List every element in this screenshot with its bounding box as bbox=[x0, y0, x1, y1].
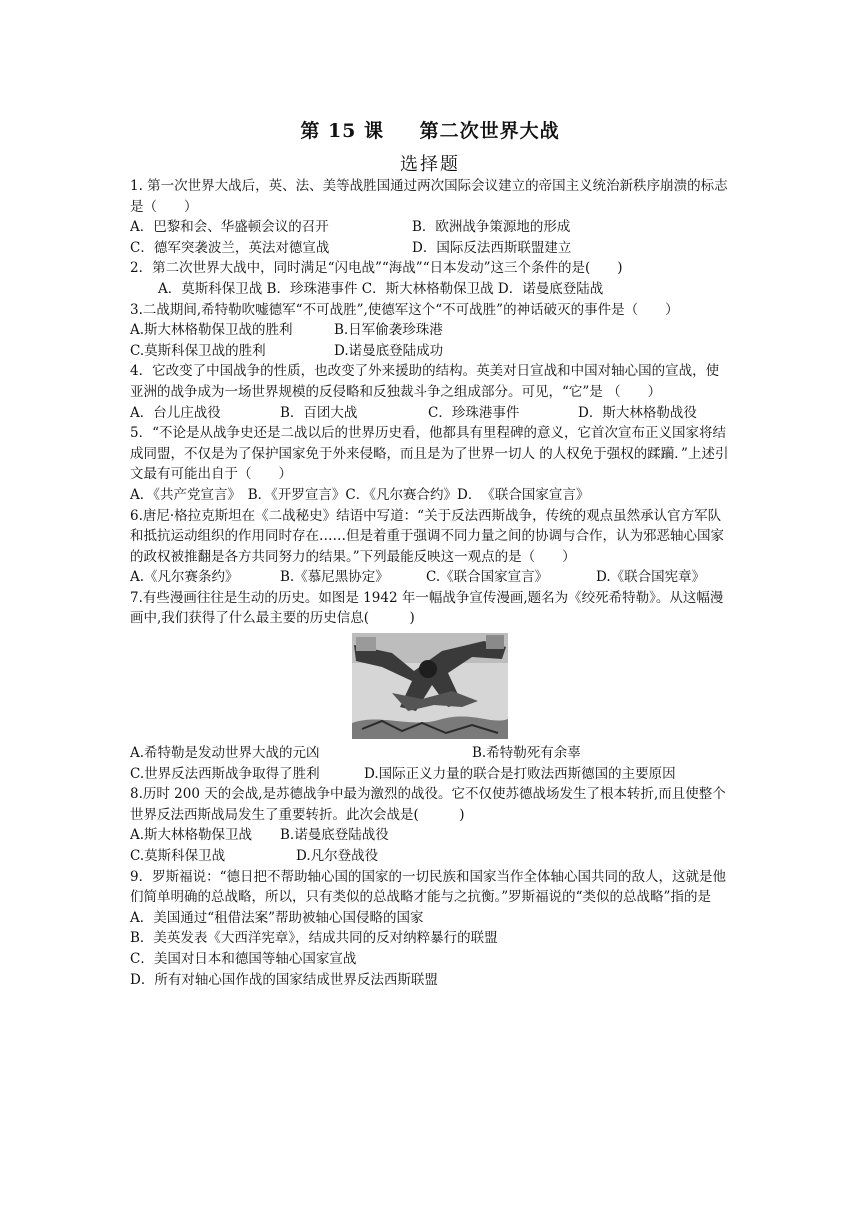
question-9-stem: 9．罗斯福说：“德日把不帮助轴心国的国家的一切民族和国家当作全体轴心国共同的敌人，这就是他们简单明确的总战略，所以，只有类似的总战略才能与之抗衡。”罗斯福说的“类似的总战略”指的是 bbox=[130, 868, 726, 906]
question-3-options-row-2 bbox=[130, 341, 730, 362]
question-4-option-c: C．珍珠港事件 bbox=[428, 404, 520, 421]
question-3-stem: 3.二战期间,希特勒吹嘘德军“不可战胜”,使德军这个“不可战胜”的神话破灭的事件是（ ） bbox=[130, 301, 679, 318]
question-8-option-b: B.诺曼底登陆战役 bbox=[280, 827, 389, 844]
question-1-options-row-1 bbox=[130, 217, 730, 238]
question-3-option-d: D.诺曼底登陆成功 bbox=[334, 342, 444, 359]
question-3-option-a: A.斯大林格勒保卫战的胜利 bbox=[130, 322, 293, 339]
question-6-options bbox=[130, 567, 730, 588]
question-2-stem: 2．第二次世界大战中，同时满足“闪电战”“海战”“日本发动”这三个条件的是( ) bbox=[130, 260, 623, 277]
question-6-option-a: A.《凡尔赛条约》 bbox=[130, 569, 239, 586]
question-1-stem: 1. 第一次世界大战后，英、法、美等战胜国通过两次国际会议建立的帝国主义统治新秩序崩溃的标志是（ ） bbox=[130, 178, 728, 215]
question-5-stem: 5．“不论是从战争史还是二战以后的世界历史看，他都具有里程碑的意义，它首次宣布正义国家将结成同盟，不仅是为了保护国家免于外来侵略，而且是为了世界一切人 的人权免于强权的蹂躏．”上述引文最有可能出自于（ ） bbox=[130, 425, 729, 483]
question-8-options-row-1 bbox=[130, 825, 730, 846]
question-4-stem: 4．它改变了中国战争的性质，也改变了外来援助的结构。英美对日宣战和中国对轴心国的宣战，使亚洲的战争成为一场世界规模的反侵略和反独裁斗争之组成部分。可见，“它”是 （ ） bbox=[130, 363, 720, 400]
question-9-option-a: A．美国通过“租借法案”帮助被轴心国侵略的国家 bbox=[130, 909, 424, 926]
question-4-options bbox=[130, 403, 730, 424]
question-2-options: A．莫斯科保卫战 B．珍珠港事件 C．斯大林格勒保卫战 D．诺曼底登陆战 bbox=[158, 280, 604, 297]
question-5-options: A．《共产党宣言》 B．《开罗宣言》C．《凡尔赛合约》D． 《联合国家宣言》 bbox=[130, 486, 590, 503]
lesson-name: 第二次世界大战 bbox=[419, 120, 560, 142]
cartoon-image bbox=[352, 633, 508, 739]
question-7-option-b: B.希特勒死有余辜 bbox=[472, 745, 581, 762]
question-1-option-a: A．巴黎和会、华盛顿会议的召开 bbox=[130, 219, 329, 236]
question-9-option-d: D．所有对轴心国作战的国家结成世界反法西斯联盟 bbox=[130, 971, 438, 988]
question-7-options-row-2 bbox=[130, 764, 730, 785]
question-4-option-b: B．百团大战 bbox=[280, 404, 358, 421]
question-7-option-d: D.国际正义力量的联合是打败法西斯德国的主要原因 bbox=[364, 765, 676, 782]
question-1-option-c: C．德军突袭波兰，英法对德宣战 bbox=[130, 239, 330, 256]
page-title bbox=[0, 116, 860, 143]
section-heading: 选择题 bbox=[400, 154, 460, 175]
question-8-options-row-2 bbox=[130, 846, 730, 867]
question-7-stem: 7.有些漫画往往是生动的历史。如图是 1942 年一幅战争宣传漫画,题名为《绞死希特勒》。从这幅漫画中,我们获得了什么最主要的历史信息( ) bbox=[130, 589, 724, 627]
cartoon-illustration bbox=[352, 633, 508, 739]
question-1-option-d: D．国际反法西斯联盟建立 bbox=[412, 239, 572, 256]
question-7-options-row-1 bbox=[130, 743, 730, 764]
question-1-option-b: B．欧洲战争策源地的形成 bbox=[412, 219, 571, 236]
lesson-number: 第 15 课 bbox=[300, 120, 385, 142]
question-7-option-c: C.世界反法西斯战争取得了胜利 bbox=[130, 765, 320, 782]
question-4-option-a: A．台儿庄战役 bbox=[130, 404, 221, 421]
question-8-stem: 8.历时 200 天的会战,是苏德战争中最为激烈的战役。它不仅使苏德战场发生了根本转折,而且使整个世界反法西斯战局发生了重要转折。此次会战是( ) bbox=[130, 786, 726, 823]
question-6-option-b: B.《慕尼黑协定》 bbox=[280, 569, 389, 586]
question-6-option-c: C.《联合国家宣言》 bbox=[426, 569, 549, 586]
question-8-option-a: A.斯大林格勒保卫战 bbox=[130, 827, 253, 844]
question-9-option-c: C．美国对日本和德国等轴心国家宣战 bbox=[130, 951, 357, 967]
question-list bbox=[130, 176, 730, 990]
question-3-option-b: B.日军偷袭珍珠港 bbox=[334, 322, 443, 339]
question-8-option-c: C.莫斯科保卫战 bbox=[130, 848, 226, 865]
question-3-options-row-1 bbox=[130, 320, 730, 341]
question-8-option-d: D.凡尔登战役 bbox=[296, 848, 379, 865]
question-6-stem: 6.唐尼·格拉克斯坦在《二战秘史》结语中写道：“关于反法西斯战争，传统的观点虽然承认官方军队和抵抗运动组织的作用同时存在……但是着重于强调不同力量之间的协调与合作，认为邪恶轴心国家的政权被推翻是各方共同努力的结果。”下列最能反映这一观点的是（ ） bbox=[130, 507, 724, 565]
question-9-option-b: B．美英发表《大西洋宪章》，结成共同的反对纳粹暴行的联盟 bbox=[130, 930, 498, 947]
question-3-option-c: C.莫斯科保卫战的胜利 bbox=[130, 342, 266, 359]
question-4-option-d: D．斯大林格勒战役 bbox=[578, 404, 697, 421]
question-1-options-row-2 bbox=[130, 238, 730, 259]
question-6-option-d: D.《联合国宪章》 bbox=[596, 569, 706, 586]
question-7-option-a: A.希特勒是发动世界大战的元凶 bbox=[130, 745, 320, 762]
